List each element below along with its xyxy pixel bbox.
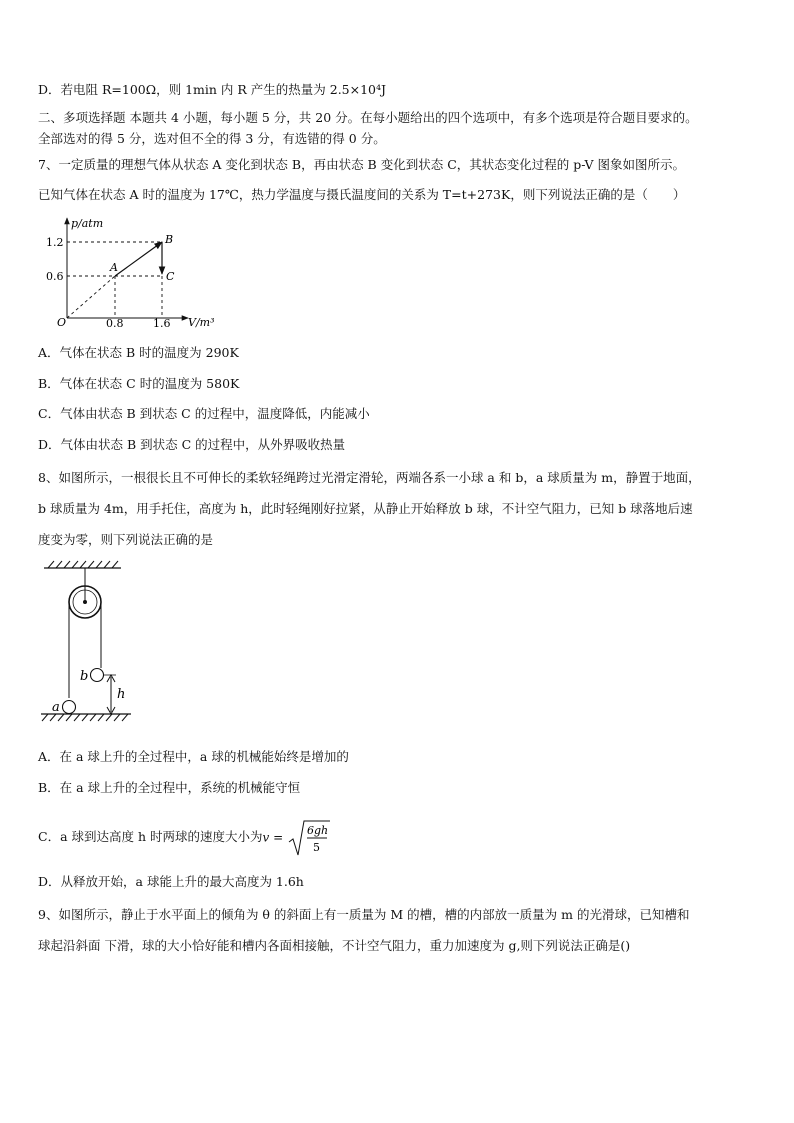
- ball-a: [63, 701, 76, 714]
- velocity-symbol: v =: [262, 830, 284, 845]
- q8-option-a: A．在 a 球上升的全过程中，a 球的机械能始终是增加的: [38, 749, 349, 764]
- q8-option-c-text: C．a 球到达高度 h 时两球的速度大小为: [38, 829, 263, 844]
- section-header: 二、多项选择题 本题共 4 小题，每小题 5 分，共 20 分。在每小题给出的四个选项中，有多个选项是符合题目要求的。: [38, 110, 698, 125]
- y-tick-0.6: 0.6: [46, 270, 64, 283]
- y-tick-1.2: 1.2: [46, 236, 64, 249]
- point-a-label: A: [110, 261, 118, 274]
- q9-stem-line2: 球起沿斜面 下滑，球的大小恰好能和槽内各面相接触，不计空气阻力，重力加速度为 g,则下列说法正确是(): [38, 938, 631, 953]
- ball-a-label: a: [52, 700, 60, 715]
- q7-stem-line1: 7、一定质量的理想气体从状态 A 变化到状态 B，再由状态 B 变化到状态 C，其状态变化过程的 p-V 图象如图所示。: [38, 157, 686, 172]
- ceiling-hatch: [48, 561, 118, 568]
- q8-option-b: B．在 a 球上升的全过程中，系统的机械能守恒: [38, 780, 301, 795]
- sqrt-formula: [287, 818, 331, 858]
- q7-option-d: D．气体由状态 B 到状态 C 的过程中，从外界吸收热量: [38, 437, 346, 452]
- q7-stem-line2: 已知气体在状态 A 时的温度为 17℃，热力学温度与摄氏温度间的关系为 T=t+273K，则下列说法正确的是（ ）: [38, 187, 686, 202]
- q8-stem-line3: 度变为零，则下列说法正确的是: [38, 532, 214, 547]
- ball-b: [91, 669, 104, 682]
- fraction-denominator: 5: [313, 840, 321, 854]
- pulley-axle: [83, 600, 87, 604]
- v-axis-label: V/m³: [188, 316, 215, 329]
- point-b-label: B: [165, 233, 174, 246]
- q7-option-c: C．气体由状态 B 到状态 C 的过程中，温度降低，内能减小: [38, 406, 370, 421]
- q8-stem-line1: 8、如图所示，一根很长且不可伸长的柔软轻绳跨过光滑定滑轮，两端各系一小球 a 和 b，a 球质量为 m，静置于地面，: [38, 470, 701, 485]
- process-a-to-b: [115, 242, 162, 276]
- ground-hatch: [42, 714, 128, 721]
- dash-origin-to-a: [67, 276, 115, 318]
- pv-graph: [38, 214, 228, 334]
- section-scoring: 全部选对的得 5 分，选对但不全的得 3 分，有选错的得 0 分。: [38, 131, 386, 146]
- point-c-label: C: [166, 270, 175, 283]
- q6-option-d: D．若电阻 R=100Ω，则 1min 内 R 产生的热量为 2.5×10⁴J: [38, 82, 387, 97]
- q9-stem-line1: 9、如图所示，静止于水平面上的倾角为 θ 的斜面上有一质量为 M 的槽，槽的内部放一质量为 m 的光滑球，已知槽和: [38, 907, 690, 922]
- fraction-numerator: 6gh: [307, 823, 329, 837]
- height-label: h: [117, 687, 126, 702]
- q8-option-d: D．从释放开始，a 球能上升的最大高度为 1.6h: [38, 874, 304, 889]
- x-tick-0.8: 0.8: [106, 317, 124, 330]
- pulley-figure: [36, 558, 136, 728]
- q7-option-a: A．气体在状态 B 时的温度为 290K: [38, 345, 239, 360]
- q8-stem-line2: b 球质量为 4m，用手托住，高度为 h，此时轻绳刚好拉紧，从静止开始释放 b 球，不计空气阻力，已知 b 球落地后速: [38, 501, 693, 516]
- p-axis-label: p/atm: [71, 217, 104, 230]
- q8-option-c: [38, 817, 331, 857]
- x-tick-1.6: 1.6: [153, 317, 171, 330]
- ball-b-label: b: [80, 669, 89, 684]
- q7-option-b: B．气体在状态 C 时的温度为 580K: [38, 376, 240, 391]
- origin-label: O: [57, 316, 67, 329]
